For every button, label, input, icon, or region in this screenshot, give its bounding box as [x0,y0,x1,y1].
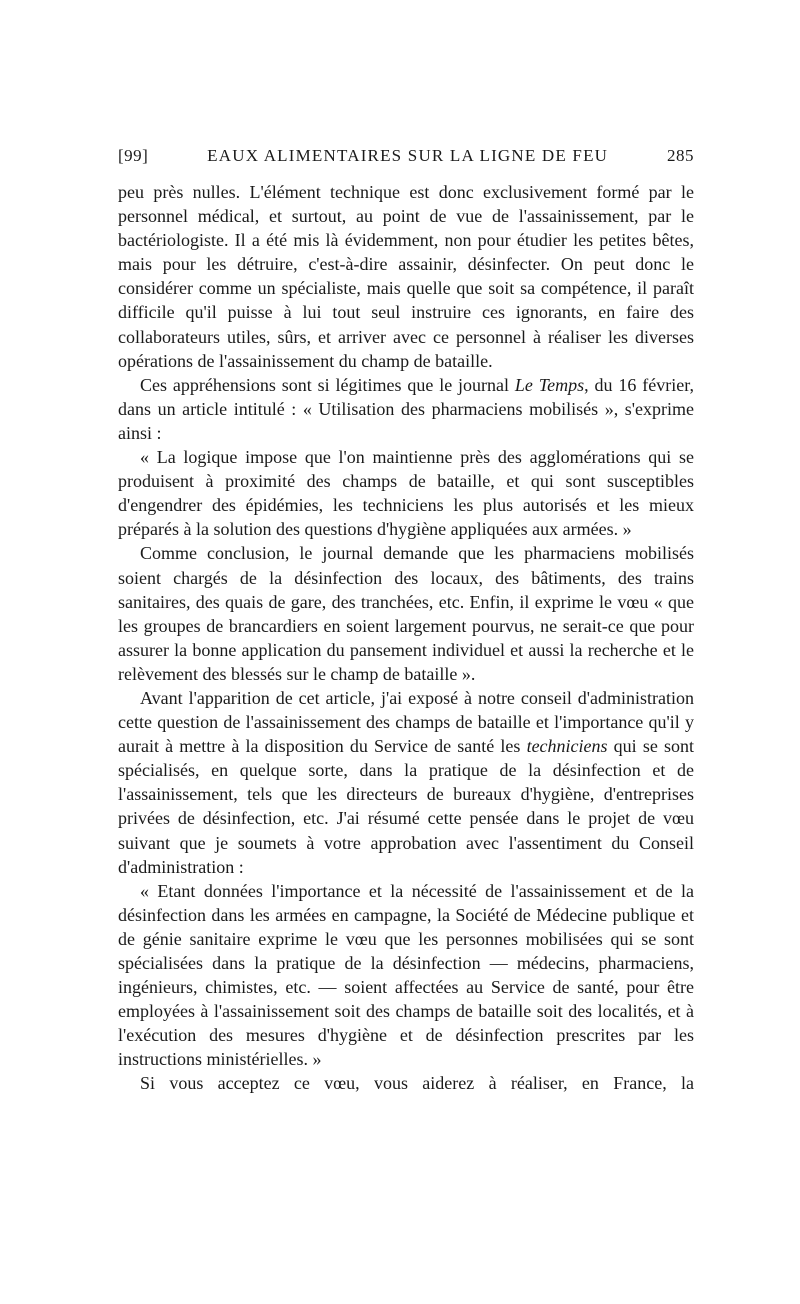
page-number: 285 [666,146,694,165]
running-title: EAUX ALIMENTAIRES SUR LA LIGNE DE FEU [207,146,609,165]
italic-text: Le Temps [514,374,585,395]
paragraph-text: « Etant données l'importance et la nécessité de l'assainissement et de la désinfection dans les armées en campagne, la Société de Médecine publique et de génie sanitaire exprime le vœu que les personnes mobilisées qui se sont spécialisées dans la pratique de la désinfection — médecins, pharmaciens, ingénieurs, chimistes, etc. — soient affectées au Service de santé, pour être employées à l'assainissement soit des champs de bataille soit des localités, et à l'exécution des mesures d'hygiène et de désinfection prescrites par les instructions ministérielles. » [118,880,694,1070]
paragraph-text: « La logique impose que l'on maintienne près des agglomérations qui se produisent à proximité des champs de bataille, et qui sont susceptibles d'engendrer des épidémies, les techniciens les plus autorisés et les mieux préparés à la solution des questions d'hygiène appliquées aux armées. » [118,447,694,540]
body-text [118,180,694,1096]
paragraph [118,686,694,879]
paragraph [118,373,694,445]
paragraph [118,541,694,686]
book-page [118,146,694,1096]
paragraph-text: , du 16 février, dans un article intitulé : « Utilisation des pharmaciens mobilisés », s'exprime ainsi : [118,374,694,443]
paragraph-text: peu près nulles. L'élément technique est donc exclusivement formé par le personnel médical, et surtout, au point de vue de l'assainissement, par le bactériologiste. Il a été mis là évidemment, non pour étudier les petites bêtes, mais pour les détruire, c'est-à-dire assainir, désinfecter. On peut donc le considérer comme un spécialiste, mais quelle que soit sa compétence, il paraît difficile qu'il puisse à lui tout seul instruire ces ignorants, en faire des collaborateurs utiles, sûrs, et arriver avec ce personnel à réaliser les diverses opérations de l'assainissement du champ de bataille. [118,182,694,371]
paragraph-text: Ces appréhensions sont si légitimes que le journal [140,374,515,395]
paragraph [118,879,694,1072]
page-reference: [99] [118,146,149,165]
paragraph [118,1071,694,1095]
italic-text: techniciens [526,736,608,757]
paragraph-text: Avant l'apparition de cet article, j'ai exposé à notre conseil d'administration cette question de l'assainissement des champs de bataille et l'importance qu'il y aurait à mettre à la disposition du Service de santé les [118,687,694,757]
paragraph [118,180,694,373]
paragraph-text: Comme conclusion, le journal demande que les pharmaciens mobilisés soient chargés de la désinfection des locaux, des bâtiments, des trains sanitaires, des quais de gare, des tranchées, etc. Enfin, il exprime le vœu « que les groupes de brancardiers en soient largement pourvus, ne serait-ce que pour assurer la bonne application du pansement individuel et aussi la recherche et le relèvement des blessés sur le champ de bataille ». [118,543,694,684]
running-head [118,146,694,176]
paragraph-text: Si vous acceptez ce vœu, vous aiderez à réaliser, en France, la [140,1073,694,1094]
paragraph-text: qui se sont spécialisés, en quelque sorte, dans la pratique de la désinfection et de l'assainissement, tels que les directeurs de bureaux d'hygiène, d'entreprises privées de désinfection, etc. J'ai résumé cette pensée dans le projet de vœu suivant que je soumets à votre approbation avec l'assentiment du Conseil d'administration : [118,736,694,877]
paragraph [118,445,694,541]
